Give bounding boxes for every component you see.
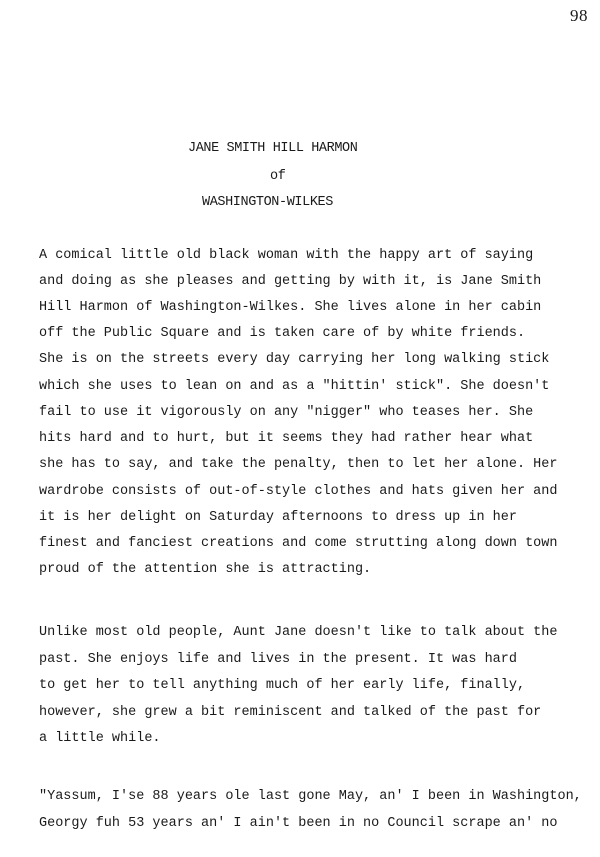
text-line: Georgy fuh 53 years an' I ain't been in no Council scrape an' no bbox=[39, 816, 558, 831]
text-line: wardrobe consists of out-of-style clothes and hats given her and bbox=[39, 484, 558, 499]
text-line: Unlike most old people, Aunt Jane doesn't like to talk about the bbox=[39, 625, 558, 640]
text-line: and doing as she pleases and getting by with it, is Jane Smith bbox=[39, 274, 542, 289]
text-line: finest and fanciest creations and come strutting along down town bbox=[39, 536, 558, 551]
page-number: 98 bbox=[570, 6, 588, 25]
title-place: WASHINGTON-WILKES bbox=[202, 195, 333, 210]
text-line: "Yassum, I'se 88 years ole last gone May, an' I been in Washington, bbox=[39, 789, 582, 804]
text-line: off the Public Square and is taken care of by white friends. bbox=[39, 326, 526, 341]
text-line: past. She enjoys life and lives in the present. It was hard bbox=[39, 652, 517, 667]
text-line: it is her delight on Saturday afternoons to dress up in her bbox=[39, 510, 517, 525]
text-line: Hill Harmon of Washington-Wilkes. She lives alone in her cabin bbox=[39, 300, 542, 315]
text-line: proud of the attention she is attracting. bbox=[39, 562, 372, 577]
text-line: however, she grew a bit reminiscent and talked of the past for bbox=[39, 705, 542, 720]
text-line: fail to use it vigorously on any "nigger" who teases her. She bbox=[39, 405, 534, 420]
title-name: JANE SMITH HILL HARMON bbox=[188, 141, 358, 156]
text-line: She is on the streets every day carrying her long walking stick bbox=[39, 352, 550, 367]
text-line: A comical little old black woman with the happy art of saying bbox=[39, 248, 534, 263]
text-line: she has to say, and take the penalty, then to let her alone. Her bbox=[39, 457, 558, 472]
text-line: a little while. bbox=[39, 731, 161, 746]
title-of: of bbox=[270, 169, 286, 184]
text-line: hits hard and to hurt, but it seems they had rather hear what bbox=[39, 431, 534, 446]
text-line: which she uses to lean on and as a "hittin' stick". She doesn't bbox=[39, 379, 550, 394]
text-line: to get her to tell anything much of her early life, finally, bbox=[39, 678, 526, 693]
